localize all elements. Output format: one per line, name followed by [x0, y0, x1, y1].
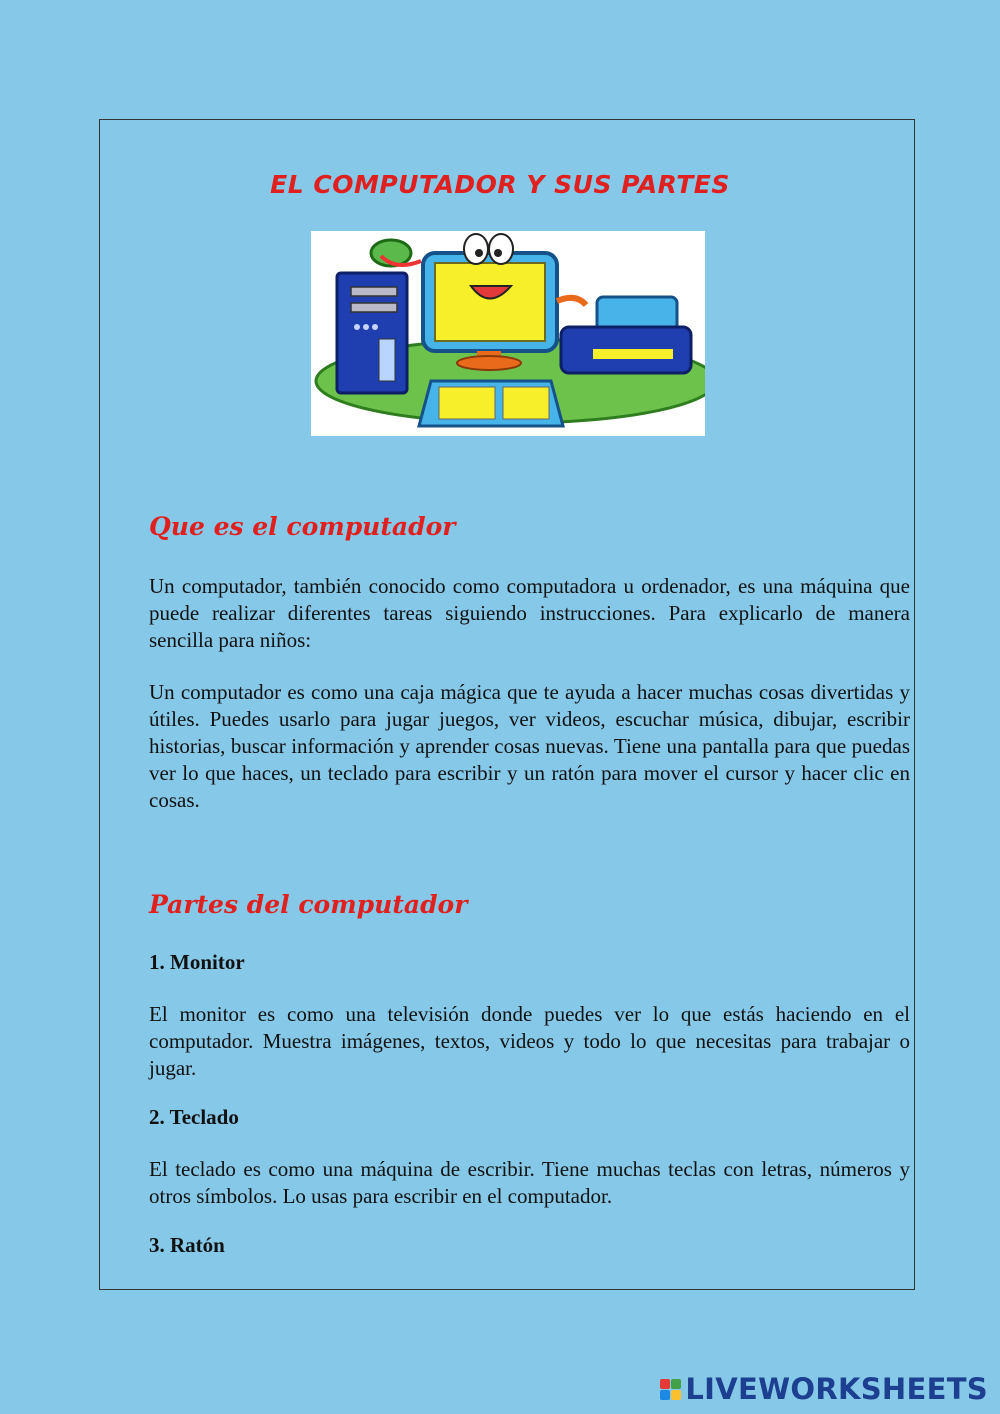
part-heading-raton: 3. Ratón	[149, 1233, 225, 1257]
logo-square-blue	[660, 1390, 670, 1400]
intro-paragraph-1: Un computador, también conocido como computadora u ordenador, es una máquina que puede realizar diferentes tareas siguiendo instrucciones. Para explicarlo de manera sencilla para niños:	[149, 574, 910, 652]
section-heading-partes: Partes del computador	[149, 890, 468, 919]
cartoon-computer-icon	[311, 231, 705, 436]
computer-illustration	[311, 231, 705, 436]
part-heading-teclado: 2. Teclado	[149, 1105, 239, 1129]
logo-square-red	[660, 1379, 670, 1389]
brand-name: LIVEWORKSHEETS	[685, 1372, 988, 1406]
logo-square-green	[671, 1379, 681, 1389]
page-title: EL COMPUTADOR Y SUS PARTES	[270, 170, 730, 199]
part-text-teclado: El teclado es como una máquina de escribir. Tiene muchas teclas con letras, números y otros símbolos. Lo usas para escribir en el computador.	[149, 1157, 910, 1208]
liveworksheets-logo-icon	[660, 1379, 681, 1400]
intro-paragraph-2: Un computador es como una caja mágica que te ayuda a hacer muchas cosas divertidas y útiles. Puedes usarlo para jugar juegos, ver videos, escuchar música, dibujar, escribir historias, buscar información y aprender cosas nuevas. Tiene una pantalla para que puedas ver lo que haces, un teclado para escribir y un ratón para mover el cursor y hacer clic en cosas.	[149, 680, 910, 812]
section-heading-que-es: Que es el computador	[149, 512, 456, 541]
part-heading-monitor: 1. Monitor	[149, 950, 245, 974]
liveworksheets-brand	[660, 1372, 988, 1406]
part-text-monitor: El monitor es como una televisión donde puedes ver lo que estás haciendo en el computador. Muestra imágenes, textos, videos y todo lo que necesitas para trabajar o jugar.	[149, 1002, 910, 1080]
logo-square-yellow	[671, 1390, 681, 1400]
